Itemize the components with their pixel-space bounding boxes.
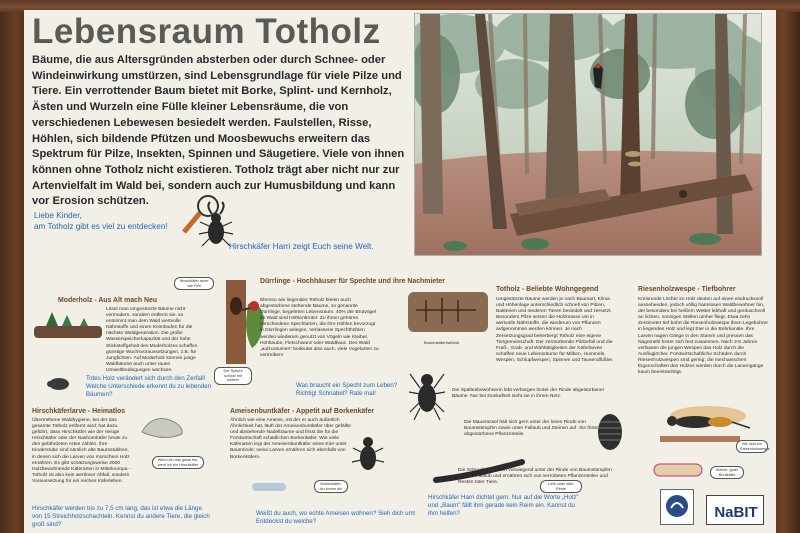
hirschkaeferlarve-question: Hirschkäfer werden bis zu 7,5 cm lang, das ist etwa die Länge von 15 Streichholzschachteln. Kennst du andere Tiere, die gleich groß sind? bbox=[32, 505, 210, 528]
hirschkaeferlarve-title: Hirschkäferlarve - Heimatlos bbox=[32, 408, 126, 415]
duerrlinge-text: Ebenso wie liegendes Totholz bieten auch abgestorbene stehende Bäume, so genannte Dürrlinge, begehrten Lebensraum. 40% der Brutvögel im Wald sind Höhlenbrüter. Zu ihnen gehören verschiedene Spechtarten, die ihre Höhlen bevorzugt in Dürrlingen anlegen. Verlassene Spechthöhlen werden wiederum genutzt von Vögeln wie Kleiber, Hohltaube, Fletschwanz oder Waldkauz. Des Wald „aufzuräumen" bedeutet also auch, viele Vogelarten zu vertreiben! bbox=[260, 298, 379, 358]
spider-illustration bbox=[408, 366, 446, 422]
riesenholzwespe-title: Riesenholzwespe - Tiefbohrer bbox=[638, 286, 736, 293]
forest-illustration bbox=[414, 13, 762, 256]
ant-beetle-illustration bbox=[350, 428, 386, 474]
bark-beetle-gallery-illustration bbox=[406, 290, 490, 336]
intro-text: Bäume, die aus Altersgründen absterben oder durch Schnee- oder Windeinwirkung umstürzen, sind Lebensgrundlage für viele Pilze und Tiere. Ein verrottender Baum bietet mit Borke, Splint- und Kernholz, Ästen und Wurzeln eine Fülle kleiner Lebensräume, die von verschiedenen Lebewesen besiedelt werden. Faulstellen, Risse, Höhlen, sich bildende Pfützen und Moosbewuchs erweitern das Spektrum für Pilze, Insekten, Spinnen und Säugetiere. Viele von ihnen können ohne Totholz nicht existieren. Totholz trägt aber nicht nur zur Artenvielfalt im Wald bei, sondern auch zur Humusbildung und kann vor Erosion schützen. bbox=[32, 54, 405, 208]
mauerassel-text: Die Mauerassel hält sich gern unter der losen Rinde von Baumstümpfen sowie unter Fallaub und Steinen auf. Sie frisst abgestorbene Pflanzenteile. bbox=[464, 420, 598, 438]
moderholz-text: Lässt man umgestürzte Bäume nicht vermodern, sondern entfernt sie, so entnimmt man dem Wald wertvolle Nährstoffe und einen Keimboden für die nächste Waldgeneration. Die große Wasserspeicherkapazität und der hohe Stickstoffgehalt des Moderholzes schaffen günstige Wuchsvoraussetzungen, z.B. für Jungfichten. Auf Moderholz können junge Waldbäume auch unter rauen Umweltbedingungen wachsen. bbox=[106, 307, 198, 373]
grub-illustration bbox=[136, 412, 190, 446]
larva-small-illustration bbox=[250, 480, 288, 494]
beetle-small-icon bbox=[44, 372, 74, 394]
harri-caption: Hirschkäfer Harri zeigt Euch seine Welt. bbox=[229, 242, 374, 251]
wood-wasp-illustration bbox=[640, 394, 760, 444]
ameisenbuntkaefer-text: Ähnlich wie eine Ameise, mit der er auch äußerlich Ähnlichkeit hat, läuft der Ameisenbuntkäfer über gefällte und abstehende Nadelbäume und frisst die für die Forstwirtschaft schädlichen Borkenkäfer. Wie viele Käferarten legt der Ameisenbuntkäfer seine Eier unter Baumrinde; seine Larven ernähren sich ebenfalls von Borkenkäfern. bbox=[230, 418, 351, 460]
speech-bubble-1: Hirschkäfer reimt wie Fett bbox=[174, 277, 214, 290]
hirschkaeferlarve-text: Übertriebene Waldhygiene, bei der das gesamte Totholz entfernt wird, hat dazu geführt, dass Hirschkäfer wie der riesige Hirschkäfer oder der Nashornkäfer heute zu den gefährdeten Arten zählen. Ihre Kinderstube sind nämlich alte Baumstubben, in denen sich die Larven von morschem Holz ernähren. Es gibt schätzungsweise 2000 Holzbewohnende Käferarten in Mitteleuropa - Totholz ist also kein wertloser Abfall, sondern Voraussetzung für ein reiches Käferleben. bbox=[32, 418, 131, 484]
speech-bubble-4: Borkenkäfer, Ich komm dir! bbox=[314, 480, 348, 493]
information-board bbox=[24, 10, 776, 533]
totholz-text: Umgestürzte Bäume werden je nach Baumart, Klima und Höhenlage unterschiedlich schnell von Pilzen, Bakterien und niederen Tieren besiedelt und zersetzt. Besonders Pilze setzen die Holzmasse um in wertvolle Nährstoffe, die wiederum von Pflanzen aufgenommen werden können. Je nach Zersetzungsgrad beherbergt Totholz eine eigene Tiergemeinschaft. Der zermürbende Pilzbefall und die Fraß-, Grab- und Wühltätigkeiten der Käferlarven schaffen neue Lebensräume für Milben, Hummeln, Wespen, Schlupfwespen, Spinnen und Tausendfüßler. bbox=[496, 297, 614, 363]
ameisenbuntkaefer-title: Ameisenbuntkäfer - Appetit auf Borkenkäfer bbox=[230, 408, 375, 415]
kids-greeting-line1: Liebe Kinder, bbox=[34, 211, 82, 220]
nabu-seal-logo bbox=[660, 489, 694, 525]
harri-rhyme-question: Hirschkäfer Harri dichtet gern. Nur auf die Worte „Holz" und „Baum" fällt ihm gerade kein Reim ein. Kannst du ihm helfen? bbox=[428, 494, 579, 517]
speech-bubble-5: Lebt unter alter Rinde bbox=[540, 480, 582, 493]
totholz-title: Totholz - Beliebte Wohngegend bbox=[496, 286, 599, 293]
kids-greeting-line2: am Totholz gibt es viel zu entdecken! bbox=[34, 222, 168, 231]
moderholz-illustration bbox=[32, 306, 104, 342]
page-title: Lebensraum Totholz bbox=[32, 12, 381, 51]
moderholz-title: Moderholz - Aus Alt mach Neu bbox=[58, 297, 158, 304]
bark-beetle-caption: Borkenkäferfraßbild bbox=[424, 340, 459, 345]
woodlouse-illustration bbox=[590, 408, 630, 454]
svg-text:NaBIT: NaBIT bbox=[714, 504, 758, 521]
spaltenbewohner-text: Die Spaltenbewohnerin lebt verborgen hinter der Rinde abgestorbener Bäume. Nur bei Dunkelheit sieht sie in ihrem Netz. bbox=[452, 388, 605, 400]
nabit-logo bbox=[706, 495, 764, 525]
ameisenbuntkaefer-question: Weißt du auch, wo echte Ameisen wohnen? Sieh dich um! Entdeckst du welche? bbox=[256, 510, 416, 525]
speech-bubble-3: Wenn ich mal gross bin, werd ich ein Hirschkäfer bbox=[152, 456, 204, 469]
duerrlinge-question: Was braucht ein Specht zum Leben? Richtig! Schnabel? Rate mal! bbox=[296, 382, 398, 397]
riesenholzwespe-text: Kreisrunde Löcher im Holz deuten auf einen eindrucksvoll aussehenden, jedoch völlig harmlosen Waldbewohner hin, der besonders bei heißem Wetter lebhaft und gerduschvoll an lichten, sonnigen Stellen umher fliegt. Etwa zehn Zentimeter tief bohrt die Riesenholzwespe ihren Legebohrer in liegendes Holz und legt Eier in die Bohrkanäle. Ihre Larven nagen Gänge in den Stamm und pressen das Nagemehl hinter sich fest zusammen. Nach 3-5 Jahren verlassen die jungen Wespen das Holz durch die Ausfluglöcher. Forstwirtschaftliche Schäden durch Riesenholzwespen sind gering; die mechanischen Eigenschaften des Holzes werden durch die Larvengänge kaum beeinträchtigt. bbox=[638, 297, 768, 376]
larva-illustration bbox=[652, 460, 704, 480]
moderholz-question: Totes Holz verändert sich durch den Zerfall! Welche Unterschiede erkennt du zu lebenden Bäumen? bbox=[86, 375, 212, 398]
kids-greeting bbox=[34, 210, 168, 232]
duerrlinge-title: Dürrlinge - Hochhäuser für Spechte und ihre Nachmieter bbox=[260, 278, 445, 285]
speech-bubble-2: Der Specht schickt mit weitem bbox=[214, 367, 252, 385]
speech-bubble-8: Wir sind ein Riesenholzwespe bbox=[736, 440, 768, 453]
speech-bubble-6: Kleiner, guter Buntkäfer bbox=[710, 466, 744, 479]
schnurfuesser-text: Die Schnurfüßer leben vorwiegend unter der Rinde von Baumstümpfen oder im Fallaub und ernähren sich von verrotteten Pflanzenteilen und Resten toter Tiere. bbox=[458, 468, 612, 486]
